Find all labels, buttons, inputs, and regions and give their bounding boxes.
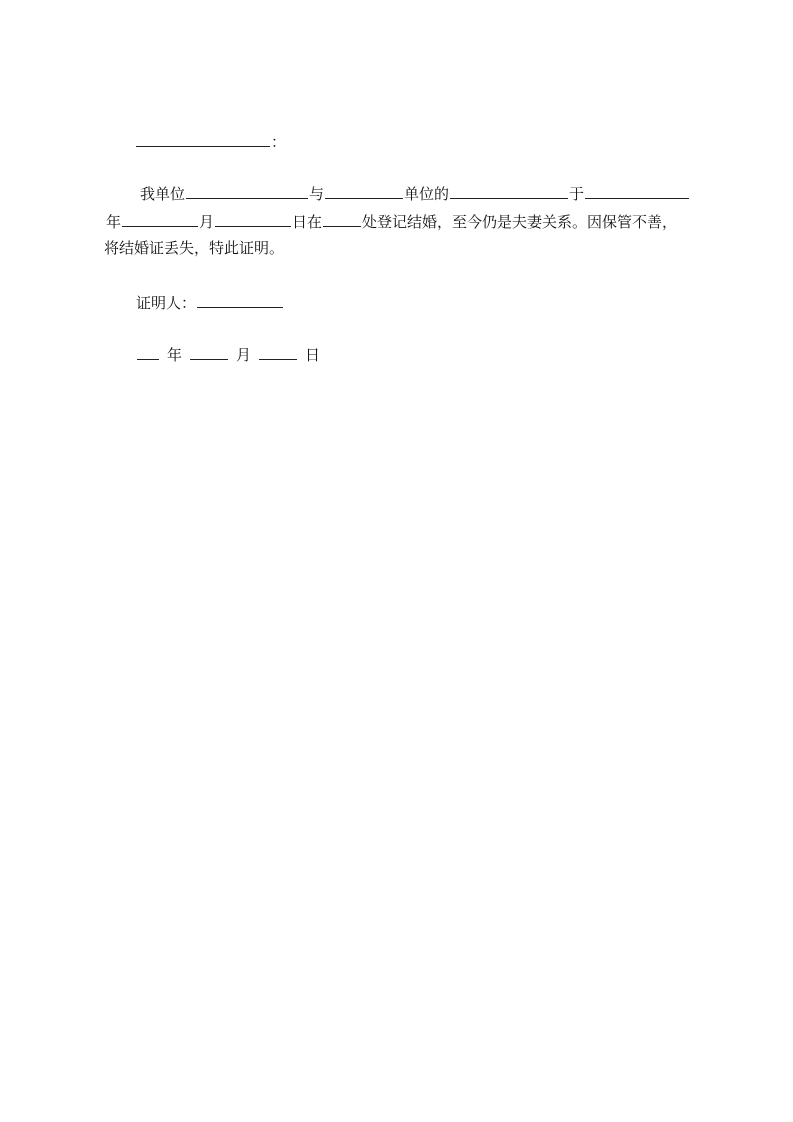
date-line <box>136 344 320 365</box>
date-year-blank[interactable] <box>137 344 159 360</box>
body-text-certificate-lost: 将结婚证丢失，特此证明。 <box>104 239 285 257</box>
body-line-1 <box>140 183 690 204</box>
month-blank[interactable] <box>122 211 198 227</box>
body-text-my-unit: 我单位 <box>140 185 186 203</box>
signature-blank[interactable] <box>197 292 283 308</box>
body-text-registered: 处登记结婚，至今仍是夫妻关系。因保管不善， <box>362 213 678 231</box>
unit-blank-2[interactable] <box>325 183 403 199</box>
body-text-month: 月 <box>199 213 215 231</box>
date-month-label: 月 <box>236 346 252 364</box>
person-blank[interactable] <box>450 183 568 199</box>
body-text-and: 与 <box>309 185 325 203</box>
body-line-2 <box>106 211 677 232</box>
unit-blank-1[interactable] <box>186 183 308 199</box>
date-day-blank[interactable] <box>259 344 297 360</box>
body-text-year: 年 <box>106 213 122 231</box>
body-text-unit-of: 单位的 <box>404 185 450 203</box>
date-day-label: 日 <box>305 346 321 364</box>
day-blank[interactable] <box>215 211 291 227</box>
addressee-blank[interactable] <box>136 131 270 147</box>
date-year-label: 年 <box>167 346 183 364</box>
body-text-at: 于 <box>569 185 585 203</box>
place-blank[interactable] <box>323 211 361 227</box>
addressee-line <box>136 131 286 152</box>
body-line-3 <box>104 238 284 258</box>
date-month-blank[interactable] <box>190 344 228 360</box>
signature-line <box>136 292 284 313</box>
signature-label: 证明人： <box>136 294 197 312</box>
body-text-day-at: 日在 <box>292 213 323 231</box>
addressee-colon: ： <box>271 133 287 151</box>
year-blank[interactable] <box>585 183 689 199</box>
